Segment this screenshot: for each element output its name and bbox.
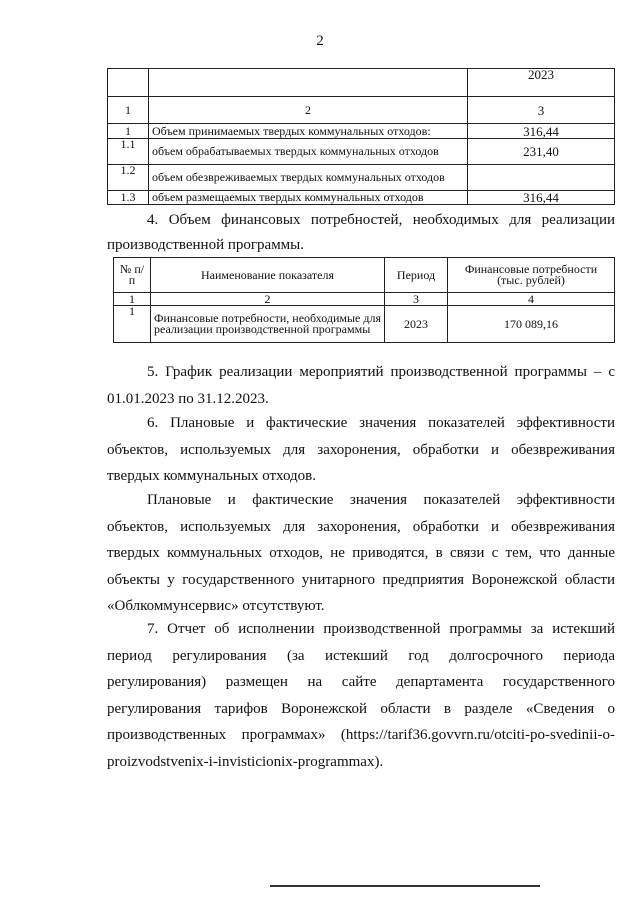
section5: 5. График реализации мероприятий производственной программы – с 01.01.2023 по 31.12.2023. [107,364,615,407]
bottom-line [270,885,540,887]
section4-line1: 4. Объем финансовых потребностей, необходимых для реализации [147,212,615,228]
volume-table [107,68,615,205]
table-row [108,69,615,97]
table-row: 1 Объем принимаемых твердых коммунальных отходов: 316,44 [108,124,615,139]
year-header: 2023 [468,69,615,97]
table-row: 1.3 объем размещаемых твердых коммунальных отходов 316,44 [108,191,615,205]
table-row: 1 Финансовые потребности, необходимые для реализации производственной программы 2023 170 089,16 [114,306,615,343]
page-number: 2 [316,33,324,49]
table-row: № п/п Наименование показателя Период Финансовые потребности (тыс. рублей) [114,258,615,293]
table-row: 1.1 объем обрабатываемых твердых коммунальных отходов 231,40 [108,139,615,165]
finance-table [113,257,615,343]
section6: 6. Плановые и фактические значения показателей эффективности объектов, используемых для захоронения, обработки и обезвреживания твердых коммунальных отходов. [107,415,615,484]
section4-line2: производственной программы. [107,237,305,253]
table-row: 1.2 объем обезвреживаемых твердых коммунальных отходов [108,165,615,191]
table-row: 1 2 3 [108,97,615,124]
table-row: 1 2 3 4 [114,293,615,306]
section7: 7. Отчет об исполнении производственной программы за истекший период регулирования (за истекший год долгосрочного периода регулирования) размещен на сайте департамента государственного регулирования тарифов Воронежской области в разделе «Сведения о производственных программах» (https://tarif36.govvrn.ru/otciti-po-svedinii-o-proizvodstvenix-i-invisticionix-programmax). [107,621,615,770]
section6-text: Плановые и фактические значения показателей эффективности объектов, используемых для захоронения, обработки и обезвреживания твердых коммунальных отходов, не приводятся, в связи с тем, что данные объекты у государственного унитарного предприятия Воронежской области «Облкоммунсервис» отсутствуют. [107,492,615,614]
